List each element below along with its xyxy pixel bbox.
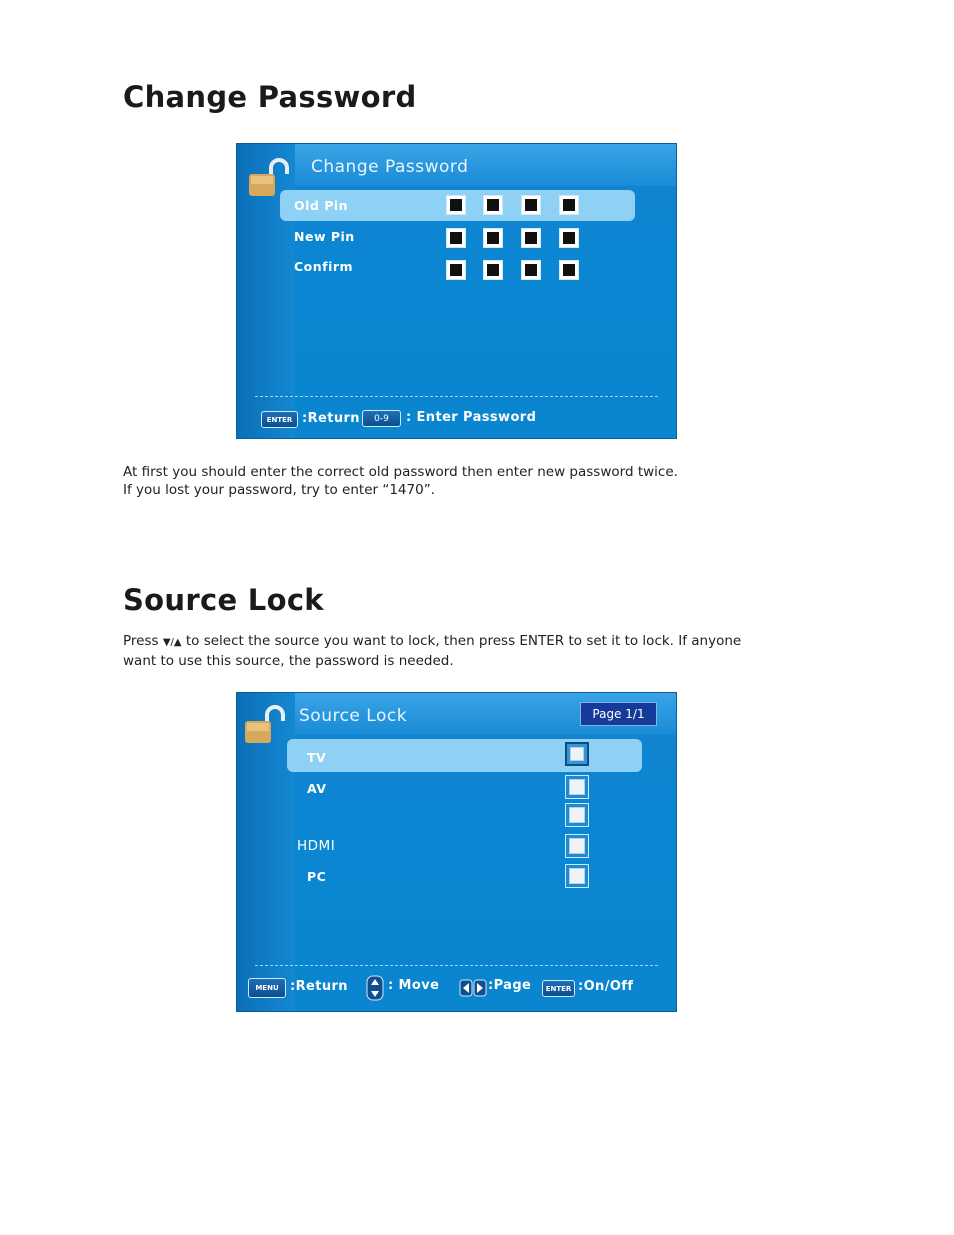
new-pin-digit-3[interactable] [521, 228, 541, 248]
page-hint: :Page [488, 978, 532, 993]
description-line-2: If you lost your password, try to enter “1470”. [123, 482, 435, 498]
confirm-label: Confirm [294, 259, 354, 274]
left-right-nav-icon [459, 979, 487, 997]
source-label-hdmi: HDMI [297, 838, 336, 854]
source-label-av: AV [307, 781, 327, 796]
instruction-line-2: want to use this source, the password is needed. [123, 653, 454, 669]
lock-checkbox-hdmi[interactable] [565, 834, 589, 858]
move-hint: : Move [388, 978, 440, 993]
padlock-icon [243, 701, 291, 747]
change-password-heading: Change Password [123, 80, 417, 114]
lock-checkbox-tv[interactable] [565, 742, 589, 766]
old-pin-digit-2[interactable] [483, 195, 503, 215]
old-pin-digit-1[interactable] [446, 195, 466, 215]
new-pin-label: New Pin [294, 229, 355, 244]
menu-key-icon: MENU [248, 978, 286, 998]
return-hint: :Return [290, 979, 348, 994]
return-hint: :Return [302, 411, 360, 426]
enter-password-hint: : Enter Password [406, 410, 537, 425]
up-down-nav-icon [366, 975, 384, 1001]
confirm-pin-digit-3[interactable] [521, 260, 541, 280]
lock-checkbox-av[interactable] [565, 775, 589, 799]
old-pin-digit-4[interactable] [559, 195, 579, 215]
instruction-rest: to select the source you want to lock, then press ENTER to set it to lock. If anyone [185, 633, 742, 649]
footer-divider [255, 396, 658, 397]
new-pin-digit-1[interactable] [446, 228, 466, 248]
change-password-osd [236, 143, 677, 439]
lock-checkbox-pc[interactable] [565, 864, 589, 888]
old-pin-label: Old Pin [294, 198, 349, 213]
source-label-pc: PC [307, 869, 327, 884]
source-lock-osd [236, 692, 677, 1012]
confirm-pin-digit-1[interactable] [446, 260, 466, 280]
confirm-pin-digit-2[interactable] [483, 260, 503, 280]
enter-key-icon: ENTER [542, 980, 575, 997]
instruction-line-1 [123, 632, 741, 652]
page-indicator: Page 1/1 [580, 702, 657, 726]
osd-title: Source Lock [299, 706, 408, 726]
up-down-arrows-icon: ▼/▲ [162, 637, 182, 648]
new-pin-digit-2[interactable] [483, 228, 503, 248]
enter-key-icon: ENTER [261, 411, 298, 428]
footer-divider [255, 965, 658, 966]
lock-checkbox-blank[interactable] [565, 803, 589, 827]
old-pin-digit-3[interactable] [521, 195, 541, 215]
osd-title: Change Password [311, 157, 469, 177]
on-off-hint: :On/Off [578, 979, 634, 994]
instruction-press: Press [123, 633, 159, 649]
description-line-1: At first you should enter the correct old password then enter new password twice. [123, 464, 678, 480]
source-lock-instruction [123, 632, 741, 670]
change-password-description [123, 463, 678, 499]
source-label-tv: TV [307, 750, 327, 765]
new-pin-digit-4[interactable] [559, 228, 579, 248]
source-lock-heading: Source Lock [123, 583, 324, 617]
confirm-pin-digit-4[interactable] [559, 260, 579, 280]
digits-key-icon: 0-9 [362, 410, 401, 427]
